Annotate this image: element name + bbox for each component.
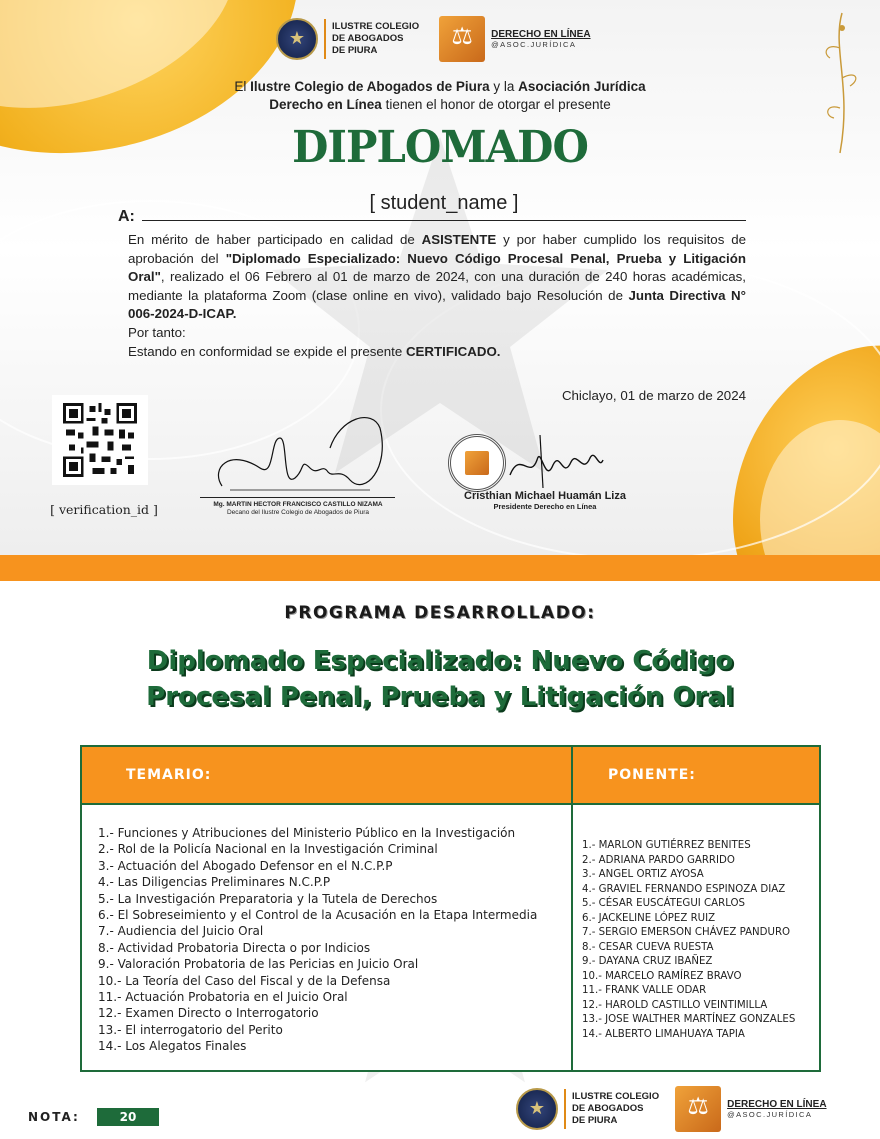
por-tanto: Por tanto: [128,324,186,340]
qr-code-icon [63,401,137,479]
temario-item: 7.- Audiencia del Juicio Oral [98,924,264,939]
ponente-item: 2.- ADRIANA PARDO GARRIDO [582,854,735,866]
footer-logos [516,1086,827,1132]
temario-item: 10.- La Teoría del Caso del Fiscal y de la Defensa [98,973,391,988]
asociacion-name: Asociación Jurídica [518,79,646,94]
recipient-label: A: [118,208,135,225]
recipient-underline [142,220,746,221]
ponente-item: 13.- JOSE WALTHER MARTÍNEZ GONZALES [582,1014,796,1025]
ponente-item: 12.- HAROLD CASTILLO VEINTIMILLA [582,999,768,1011]
temario-item: 13.- El interrogatorio del Perito [98,1022,283,1037]
colegio-logo [276,18,419,60]
colegio-logo-text [332,21,419,57]
temario-item: 6.- El Sobreseimiento y el Control de la Acusación en la Etapa Intermedia [98,908,538,923]
temario-item: 2.- Rol de la Policía Nacional en la Investigación Criminal [98,842,438,857]
temario-item: 3.- Actuación del Abogado Defensor en el N.C.P.P [98,858,393,873]
temario-item: 4.- Las Diligencias Preliminares N.C.P.P [98,875,331,890]
certificate-page [0,0,880,555]
colegio-line2: DE ABOGADOS [572,1103,644,1114]
orange-divider-band [0,555,880,581]
diploma-title: DIPLOMADO [292,122,588,173]
colegio-line3: DE PIURA [332,45,378,56]
colegio-seal-icon [276,18,318,60]
derecho-logo-subtitle: @ASOC.JURÍDICA [727,1110,813,1119]
colegio-line3: DE PIURA [572,1115,618,1126]
verification-qr-code[interactable] [52,395,148,485]
program-heading: PROGRAMA DESARROLLADO: [284,603,596,623]
derecho-logo-title: DERECHO EN LÍNEA [727,1099,827,1110]
header-logos [276,16,591,62]
signatory-2-name: Cristhian Michael Huamán Liza [464,490,626,502]
nota-label: NOTA: [28,1110,80,1124]
intro-text: El Ilustre Colegio de Abogados de Piura y la Asociación Jurídica Derecho en Línea tienen el honor de otorgar el presente [234,79,646,112]
derecho-en-linea-logo [675,1086,826,1132]
nota-value: 20 [97,1108,159,1126]
colegio-line2: DE ABOGADOS [332,33,404,44]
temario-list [98,825,568,1055]
temario-item: 5.- La Investigación Preparatoria y la Tutela de Derechos [98,891,438,906]
ponente-item: 6.- JACKELINE LÓPEZ RUIZ [582,912,716,924]
certificate-body: En mérito de haber participado en calidad de ASISTENTE y por haber cumplido los requisitos de aprobación del "Diplomado Especializado: Nuevo Código Procesal Penal, Prueba y Litigación Oral", realizado el 06 Febrero al 01 de marzo de 2024, con una duración de 240 horas académicas, mediante la plataforma Zoom (clase online en vivo), validado bajo Resolución de Junta Directiva N° 006-2024-D-ICAP. Por tanto: Estando en conformidad se expide el presente CERTIFICADO. [128,232,746,359]
signatory-1-role: Decano del Ilustre Colegio de Abogados de Piura [226,509,369,516]
ponente-item: 8.- CESAR CUEVA RUESTA [582,941,714,953]
ponente-item: 5.- CÉSAR EUSCÁTEGUI CARLOS [582,898,745,909]
certificado-word: CERTIFICADO. [405,343,501,359]
logo-divider [324,19,326,59]
participation-role: ASISTENTE [421,232,497,247]
signature-1-line [200,497,395,498]
logo-divider [564,1089,566,1129]
resolution-number: Junta Directiva N° 006-2024-D-ICAP. [128,287,746,322]
place-date: Chiclayo, 01 de marzo de 2024 [561,388,746,403]
temario-item: 9.- Valoración Probatoria de las Pericias en Juicio Oral [98,957,419,972]
colegio-line1: ILUSTRE COLEGIO [572,1091,660,1102]
ponente-item: 14.- ALBERTO LIMAHUAYA TAPIA [582,1028,745,1040]
ponente-item: 4.- GRAVIEL FERNANDO ESPINOZA DIAZ [582,883,786,895]
signatory-2-role: Presidente Derecho en Línea [493,502,597,511]
floral-ornament-icon [802,8,862,158]
ponente-item: 7.- SERGIO EMERSON CHÁVEZ PANDURO [582,927,791,938]
colegio-line1: ILUSTRE COLEGIO [332,21,420,32]
temario-item: 1.- Funciones y Atribuciones del Ministerio Público en la Investigación [98,826,516,840]
ponente-item: 9.- DAYANA CRUZ IBAÑEZ [582,956,713,967]
scales-of-justice-icon [675,1086,721,1132]
ponente-item: 3.- ANGEL ORTIZ AYOSA [582,869,704,880]
colegio-name: Ilustre Colegio de Abogados de Piura [250,79,490,94]
ponentes-list [582,839,818,1042]
temario-item: 8.- Actividad Probatoria Directa o por Indicios [98,940,371,955]
scales-of-justice-icon [439,16,485,62]
colegio-logo [516,1088,659,1130]
ponente-item: 1.- MARLON GUTIÉRREZ BENITES [582,840,751,851]
column-divider [571,747,573,1070]
derecho-logo-subtitle: @ASOC.JURÍDICA [491,40,577,49]
temario-header: TEMARIO: [126,767,212,783]
program-table [80,745,821,1072]
ponente-item: 10.- MARCELO RAMÍREZ BRAVO [582,970,742,982]
colegio-seal-icon [516,1088,558,1130]
signature-1-icon [200,408,410,498]
recipient-name: [ student_name ] [369,192,519,214]
course-name: "Diplomado Especializado: Nuevo Código Procesal Penal, Prueba y Litigación Oral" [128,250,746,285]
derecho-en-linea-name: Derecho en Línea [269,97,382,112]
ponente-header: PONENTE: [608,767,696,783]
derecho-en-linea-stamp-icon [448,434,506,492]
signatory-1-name: Mg. MARTIN HECTOR FRANCISCO CASTILLO NIZAMA [213,501,383,508]
colegio-logo-text [572,1091,659,1127]
temario-item: 11.- Actuación Probatoria en el Juicio Oral [98,990,348,1005]
verification-id: [ verification_id ] [50,502,158,517]
temario-item: 14.- Los Alegatos Finales [98,1039,247,1054]
ponente-item: 11.- FRANK VALLE ODAR [582,985,707,996]
derecho-en-linea-logo [439,16,590,62]
temario-item: 12.- Examen Directo o Interrogatorio [98,1006,319,1021]
program-title: Diplomado Especializado: Nuevo Código Procesal Penal, Prueba y Litigación Oral [146,646,734,712]
signature-2-icon [505,430,605,492]
derecho-logo-title: DERECHO EN LÍNEA [491,29,591,40]
table-header [82,747,819,805]
program-page [0,581,880,1139]
